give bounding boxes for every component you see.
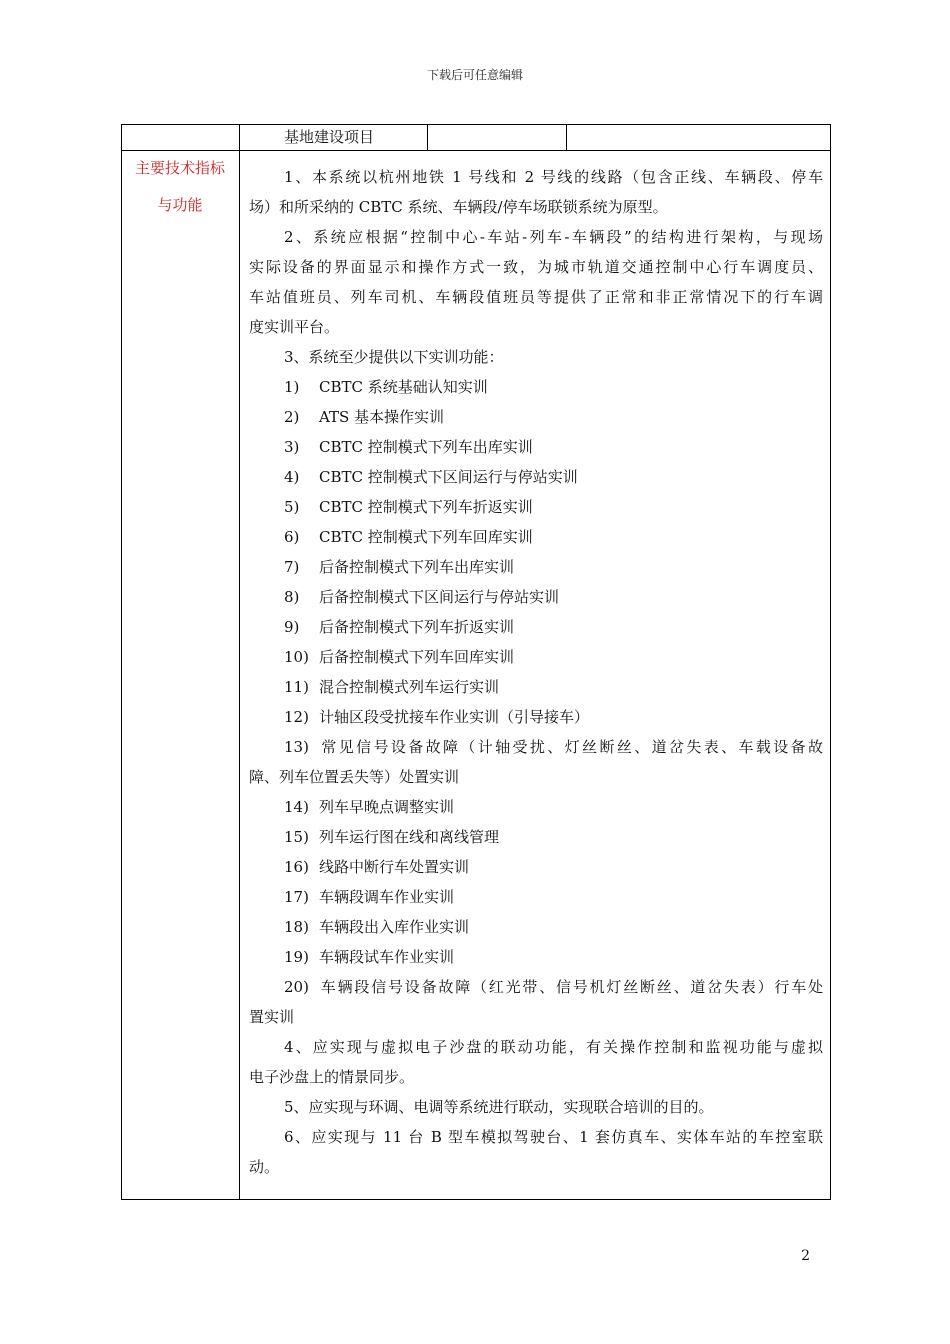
list-item: 6) CBTC 控制模式下列车回库实训 bbox=[284, 528, 533, 546]
paragraph-line: 6、应实现与 11 台 B 型车模拟驾驶台、1 套仿真车、实体车站的车控室联 bbox=[284, 1128, 823, 1146]
table-border-bottom bbox=[121, 1199, 831, 1200]
list-item: 3) CBTC 控制模式下列车出库实训 bbox=[284, 438, 533, 456]
list-item: 1) CBTC 系统基础认知实训 bbox=[284, 378, 488, 396]
paragraph-line: 电子沙盘上的情景同步。 bbox=[249, 1068, 415, 1086]
project-table bbox=[121, 124, 831, 1200]
list-item: 20) 车辆段信号设备故障（红光带、信号机灯丝断丝、道岔失表）行车处 bbox=[284, 978, 823, 996]
paragraph-line: 2、系统应根据“控制中心-车站-列车-车辆段”的结构进行架构，与现场 bbox=[284, 228, 823, 246]
list-item: 11) 混合控制模式列车运行实训 bbox=[284, 678, 500, 696]
requirements-content bbox=[249, 162, 823, 1182]
paragraph-line: 动。 bbox=[249, 1158, 280, 1176]
table-border-right bbox=[830, 124, 831, 1200]
list-item-continuation: 障、列车位置丢失等）处置实训 bbox=[249, 768, 460, 786]
list-item-continuation: 置实训 bbox=[249, 1008, 295, 1026]
row-label-line-1: 主要技术指标 bbox=[134, 159, 225, 177]
paragraph-line: 3、系统至少提供以下实训功能： bbox=[284, 348, 504, 366]
paragraph-line: 实际设备的界面显示和操作方式一致，为城市轨道交通控制中心行车调度员、 bbox=[249, 258, 823, 276]
list-item: 10) 后备控制模式下列车回库实训 bbox=[284, 648, 515, 666]
page-number: 2 bbox=[801, 1248, 810, 1264]
header-cell-divider-2 bbox=[566, 124, 567, 151]
list-item: 13) 常见信号设备故障（计轴受扰、灯丝断丝、道岔失表、车载设备故 bbox=[284, 738, 823, 756]
table-border-left bbox=[121, 124, 122, 1200]
paragraph-line: 4、应实现与虚拟电子沙盘的联动功能，有关操作控制和监视功能与虚拟 bbox=[284, 1038, 823, 1056]
row-label bbox=[121, 150, 239, 224]
list-item: 5) CBTC 控制模式下列车折返实训 bbox=[284, 498, 533, 516]
paragraph-line: 场）和所采纳的 CBTC 系统、车辆段/停车场联锁系统为原型。 bbox=[249, 198, 668, 216]
list-item: 9) 后备控制模式下列车折返实训 bbox=[284, 618, 515, 636]
list-item: 17) 车辆段调车作业实训 bbox=[284, 888, 455, 906]
list-item: 18) 车辆段出入库作业实训 bbox=[284, 918, 470, 936]
list-item: 4) CBTC 控制模式下区间运行与停站实训 bbox=[284, 468, 578, 486]
list-item: 19) 车辆段试车作业实训 bbox=[284, 948, 455, 966]
list-item: 2) ATS 基本操作实训 bbox=[284, 408, 445, 426]
list-item: 16) 线路中断行车处置实训 bbox=[284, 858, 470, 876]
label-column-divider bbox=[239, 124, 240, 1200]
header-cell-divider-1 bbox=[427, 124, 428, 151]
paragraph-line: 车站值班员、列车司机、车辆段值班员等提供了正常和非正常情况下的行车调 bbox=[249, 288, 823, 306]
page-header-note: 下载后可任意编辑 bbox=[426, 68, 523, 82]
row-label-line-2: 与功能 bbox=[157, 196, 203, 214]
paragraph-line: 1、本系统以杭州地铁 1 号线和 2 号线的线路（包含正线、车辆段、停车 bbox=[284, 168, 823, 186]
list-item: 15) 列车运行图在线和离线管理 bbox=[284, 828, 500, 846]
list-item: 14) 列车早晚点调整实训 bbox=[284, 798, 455, 816]
header-project-cell: 基地建设项目 bbox=[284, 128, 375, 146]
list-item: 7) 后备控制模式下列车出库实训 bbox=[284, 558, 515, 576]
list-item: 12) 计轴区段受扰接车作业实训（引导接车） bbox=[284, 708, 590, 726]
list-item: 8) 后备控制模式下区间运行与停站实训 bbox=[284, 588, 560, 606]
paragraph-line: 5、应实现与环调、电调等系统进行联动，实现联合培训的目的。 bbox=[284, 1098, 714, 1116]
table-border-top bbox=[121, 124, 831, 125]
paragraph-line: 度实训平台。 bbox=[249, 318, 340, 336]
